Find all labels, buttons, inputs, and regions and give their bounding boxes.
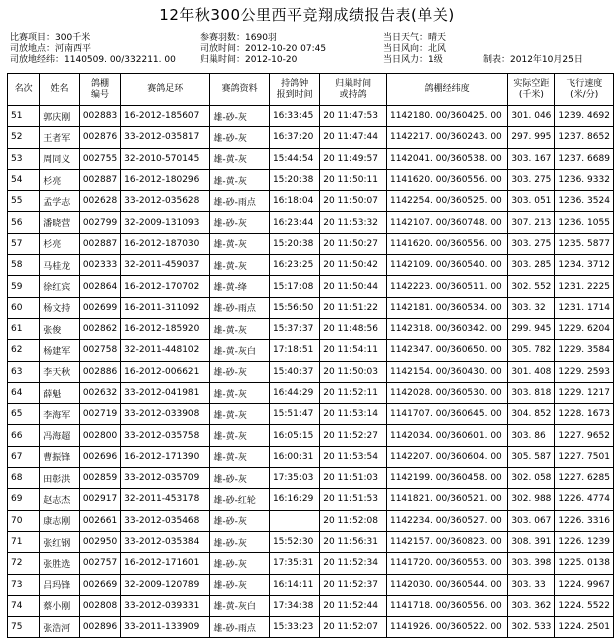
cell-loft-coords: 1142109. 00/360540. 00 [386,255,507,276]
table-row [8,595,614,616]
cell-speed: 1228. 1673 [555,404,614,425]
table-row [8,468,614,489]
cell-clock-time: 17:35:03 [269,468,319,489]
cell-loft-coords: 1142234. 00/360527. 00 [386,510,507,531]
cell-distance: 308. 391 [508,531,555,552]
table-row [8,340,614,361]
cell-arrival-time: 20 11:54:11 [320,340,387,361]
cell-arrival-time: 20 11:56:31 [320,531,387,552]
cell-loft-id: 002887 [79,169,120,190]
cell-loft-coords: 1142157. 00/360823. 00 [386,531,507,552]
cell-name: 赵志杰 [40,489,80,510]
cell-speed: 1236. 3524 [555,191,614,212]
cell-bird-info: 雄-黄-灰 [210,404,270,425]
cell-rank: 61 [8,318,40,339]
cell-distance: 299. 945 [508,318,555,339]
cell-rank: 74 [8,595,40,616]
cell-bird-info: 雄-黄-灰 [210,318,270,339]
cell-clock-time: 15:56:50 [269,297,319,318]
cell-distance: 303. 275 [508,233,555,254]
cell-name: 李天秋 [40,361,80,382]
cell-ring: 33-2012-035468 [121,510,210,531]
table-row [8,191,614,212]
table-row [8,510,614,531]
cell-loft-id: 002699 [79,297,120,318]
cell-clock-time: 15:20:38 [269,169,319,190]
cell-distance: 303. 362 [508,595,555,616]
cell-loft-coords: 1142028. 00/360530. 00 [386,382,507,403]
cell-distance: 303. 167 [508,148,555,169]
cell-speed: 1225. 0138 [555,553,614,574]
cell-name: 张俊 [40,318,80,339]
cell-name: 田彰洪 [40,468,80,489]
cell-loft-coords: 1142181. 00/360534. 00 [386,297,507,318]
header-ring: 赛鸽足环 [121,74,210,106]
cell-ring: 32-2011-453178 [121,489,210,510]
cell-loft-id: 002883 [79,106,120,127]
cell-loft-coords: 1142180. 00/360425. 00 [386,106,507,127]
cell-ring: 16-2012-171601 [121,553,210,574]
cell-speed: 1227. 9652 [555,425,614,446]
cell-name: 张红钢 [40,531,80,552]
weather-info: 当日天气：晴天 [383,33,447,43]
cell-ring: 32-2009-131093 [121,212,210,233]
cell-rank: 55 [8,191,40,212]
cell-speed: 1224. 9967 [555,574,614,595]
cell-distance: 302. 058 [508,468,555,489]
cell-ring: 32-2010-570145 [121,148,210,169]
cell-distance: 302. 988 [508,489,555,510]
cell-distance: 303. 32 [508,297,555,318]
table-row [8,255,614,276]
cell-ring: 33-2012-035758 [121,425,210,446]
cell-arrival-time: 20 11:52:27 [320,425,387,446]
cell-loft-coords: 1142347. 00/360650. 00 [386,340,507,361]
cell-bird-info: 雄-黄-灰 [210,382,270,403]
cell-bird-info: 雄-砂-雨点 [210,297,270,318]
cell-speed: 1236. 1055 [555,212,614,233]
cell-clock-time: 17:34:38 [269,595,319,616]
cell-rank: 70 [8,510,40,531]
cell-loft-coords: 1142254. 00/360525. 00 [386,191,507,212]
cell-bird-info: 雄-黄-灰 [210,169,270,190]
cell-speed: 1231. 2225 [555,276,614,297]
cell-loft-coords: 1142041. 00/360538. 00 [386,148,507,169]
cell-name: 郭庆刚 [40,106,80,127]
cell-arrival-time: 20 11:50:27 [320,233,387,254]
cell-arrival-time: 20 11:49:57 [320,148,387,169]
cell-rank: 71 [8,531,40,552]
header-speed: 飞行速度 (米/分) [555,74,614,106]
cell-rank: 59 [8,276,40,297]
cell-loft-coords: 1141620. 00/360556. 00 [386,169,507,190]
cell-bird-info: 雄-砂-灰 [210,127,270,148]
header-distance: 实际空距 (千米) [508,74,555,106]
cell-clock-time: 16:23:25 [269,255,319,276]
table-row [8,404,614,425]
cell-speed: 1235. 5877 [555,233,614,254]
cell-distance: 303. 33 [508,574,555,595]
cell-clock-time: 15:44:54 [269,148,319,169]
cell-clock-time: 17:35:31 [269,553,319,574]
header-clock-time: 持鸽钟 报到时间 [269,74,319,106]
cell-loft-coords: 1141720. 00/360553. 00 [386,553,507,574]
return-info: 归巢时间：2012-10-20 [200,55,298,65]
cell-ring: 33-2011-133909 [121,617,210,638]
table-row [8,297,614,318]
cell-arrival-time: 20 11:53:54 [320,446,387,467]
place-info: 司放地点：河南西平 [10,44,92,54]
cell-clock-time: 16:23:44 [269,212,319,233]
cell-name: 徐红宾 [40,276,80,297]
cell-speed: 1231. 1714 [555,297,614,318]
cell-loft-id: 002758 [79,340,120,361]
cell-rank: 73 [8,574,40,595]
cell-bird-info: 雄-砂-灰 [210,468,270,489]
table-row [8,276,614,297]
cell-clock-time: 16:05:15 [269,425,319,446]
cell-name: 潘晓营 [40,212,80,233]
cell-rank: 60 [8,297,40,318]
cell-distance: 297. 995 [508,127,555,148]
cell-bird-info: 雄-黄-灰 [210,446,270,467]
cell-clock-time: 15:17:08 [269,276,319,297]
table-row [8,233,614,254]
header-loft-coords: 鸽棚经纬度 [386,74,507,106]
cell-loft-id: 002917 [79,489,120,510]
cell-loft-coords: 1142034. 00/360601. 00 [386,425,507,446]
cell-loft-coords: 1141926. 00/360522. 00 [386,617,507,638]
cell-name: 杉亮 [40,169,80,190]
header-bird-info: 赛鸽资料 [210,74,270,106]
cell-distance: 302. 533 [508,617,555,638]
cell-rank: 66 [8,425,40,446]
cell-arrival-time: 20 11:52:07 [320,617,387,638]
wind-direction-info: 当日风向：北风 [383,44,447,54]
cell-rank: 64 [8,382,40,403]
table-row [8,106,614,127]
cell-arrival-time: 20 11:47:53 [320,106,387,127]
table-row [8,574,614,595]
report-title: 12年秋300公里西平竞翔成绩报告表(单关) [159,6,455,24]
cell-speed: 1234. 3712 [555,255,614,276]
wind-force-info: 当日风力：1级 [383,55,443,65]
cell-arrival-time: 20 11:51:53 [320,489,387,510]
cell-bird-info: 雄-黄-灰白 [210,595,270,616]
cell-loft-coords: 1142318. 00/360342. 00 [386,318,507,339]
cell-distance: 301. 408 [508,361,555,382]
cell-speed: 1237. 8652 [555,127,614,148]
cell-loft-coords: 1142154. 00/360430. 00 [386,361,507,382]
cell-loft-id: 002755 [79,148,120,169]
cell-bird-info: 雄-砂-灰 [210,574,270,595]
cell-loft-coords: 1142207. 00/360604. 00 [386,446,507,467]
cell-name: 马桂龙 [40,255,80,276]
cell-name: 张浩河 [40,617,80,638]
cell-distance: 305. 587 [508,446,555,467]
cell-bird-info: 雄-黄-绛 [210,276,270,297]
cell-bird-info: 雄-黄-灰 [210,148,270,169]
table-row [8,212,614,233]
cell-clock-time: 16:14:11 [269,574,319,595]
cell-bird-info: 雄-砂-红轮 [210,489,270,510]
cell-distance: 307. 213 [508,212,555,233]
cell-ring: 32-2009-120789 [121,574,210,595]
cell-rank: 57 [8,233,40,254]
cell-arrival-time: 20 11:47:44 [320,127,387,148]
cell-ring: 33-2012-041981 [121,382,210,403]
cell-rank: 53 [8,148,40,169]
cell-loft-id: 002757 [79,553,120,574]
cell-name: 冯海超 [40,425,80,446]
cell-rank: 62 [8,340,40,361]
cell-distance: 302. 552 [508,276,555,297]
release-info: 司放时间：2012-10-20 07:45 [200,44,327,54]
cell-rank: 72 [8,553,40,574]
cell-speed: 1224. 2501 [555,617,614,638]
cell-clock-time: 16:44:29 [269,382,319,403]
cell-speed: 1226. 3316 [555,510,614,531]
cell-clock-time: 17:18:51 [269,340,319,361]
cell-clock-time [269,510,319,531]
cell-ring: 32-2011-459037 [121,255,210,276]
cell-arrival-time: 20 11:52:37 [320,574,387,595]
cell-speed: 1239. 4692 [555,106,614,127]
cell-arrival-time: 20 11:48:56 [320,318,387,339]
table-row [8,489,614,510]
cell-loft-id: 002333 [79,255,120,276]
cell-ring: 16-2012-187030 [121,233,210,254]
cell-name: 王者军 [40,127,80,148]
header-name: 姓名 [40,74,80,106]
cell-name: 张胜选 [40,553,80,574]
cell-name: 周同义 [40,148,80,169]
cell-arrival-time: 20 11:53:32 [320,212,387,233]
cell-name: 杨文持 [40,297,80,318]
table-row [8,531,614,552]
cell-speed: 1224. 5522 [555,595,614,616]
cell-ring: 33-2012-033908 [121,404,210,425]
cell-loft-id: 002799 [79,212,120,233]
cell-distance: 303. 285 [508,255,555,276]
cell-name: 吕玛锋 [40,574,80,595]
table-row [8,169,614,190]
cell-arrival-time: 20 11:52:44 [320,595,387,616]
cell-clock-time: 15:40:37 [269,361,319,382]
cell-ring: 16-2011-311092 [121,297,210,318]
cell-rank: 54 [8,169,40,190]
table-header-row [8,74,614,106]
cell-rank: 69 [8,489,40,510]
race-info: 比赛项目：300千米 [10,33,91,43]
cell-arrival-time: 20 11:52:11 [320,382,387,403]
cell-bird-info: 雄-黄-灰白 [210,340,270,361]
cell-loft-id: 002669 [79,574,120,595]
cell-clock-time: 15:37:37 [269,318,319,339]
cell-bird-info: 雄-砂-灰 [210,531,270,552]
cell-ring: 16-2012-185607 [121,106,210,127]
cell-name: 杨建军 [40,340,80,361]
cell-rank: 51 [8,106,40,127]
cell-name: 曹振锋 [40,446,80,467]
cell-loft-id: 002696 [79,446,120,467]
cell-clock-time: 15:52:30 [269,531,319,552]
cell-ring: 32-2011-448102 [121,340,210,361]
cell-bird-info: 雄-砂-灰 [210,361,270,382]
cell-ring: 16-2012-180296 [121,169,210,190]
cell-speed: 1229. 6204 [555,318,614,339]
cell-speed: 1227. 7501 [555,446,614,467]
table-row [8,553,614,574]
cell-speed: 1227. 6285 [555,468,614,489]
cell-bird-info: 雄-砂-灰 [210,212,270,233]
table-row [8,318,614,339]
cell-speed: 1229. 3584 [555,340,614,361]
cell-ring: 33-2012-035628 [121,191,210,212]
table-row [8,361,614,382]
cell-loft-coords: 1141620. 00/360556. 00 [386,233,507,254]
cell-rank: 63 [8,361,40,382]
coords-info: 司放地经纬：1140509. 00/332211. 00 [10,55,176,65]
cell-loft-id: 002862 [79,318,120,339]
cell-loft-id: 002661 [79,510,120,531]
cell-arrival-time: 20 11:50:03 [320,361,387,382]
cell-bird-info: 雄-黄-灰 [210,233,270,254]
cell-loft-coords: 1141707. 00/360645. 00 [386,404,507,425]
cell-clock-time: 15:33:23 [269,617,319,638]
cell-bird-info: 雄-砂-雨点 [210,191,270,212]
table-row [8,617,614,638]
cell-name: 孟学志 [40,191,80,212]
cell-loft-coords: 1142199. 00/360458. 00 [386,468,507,489]
cell-ring: 16-2012-171390 [121,446,210,467]
cell-name: 薛魁 [40,382,80,403]
cell-clock-time: 16:16:29 [269,489,319,510]
cell-ring: 33-2012-039331 [121,595,210,616]
cell-rank: 52 [8,127,40,148]
cell-distance: 303. 398 [508,553,555,574]
cell-clock-time: 16:37:20 [269,127,319,148]
cell-name: 康志刚 [40,510,80,531]
cell-bird-info: 雄-砂-灰 [210,510,270,531]
cell-bird-info: 雄-砂-雨点 [210,617,270,638]
cell-arrival-time: 20 11:50:44 [320,276,387,297]
cell-arrival-time: 20 11:50:11 [320,169,387,190]
cell-distance: 304. 852 [508,404,555,425]
cell-loft-id: 002808 [79,595,120,616]
cell-distance: 303. 275 [508,169,555,190]
made-date-info: 制表：2012年10月25日 [483,55,583,65]
cell-distance: 305. 782 [508,340,555,361]
cell-loft-id: 002876 [79,127,120,148]
cell-bird-info: 雄-砂-灰 [210,553,270,574]
cell-loft-id: 002632 [79,382,120,403]
cell-speed: 1236. 9332 [555,169,614,190]
cell-loft-id: 002859 [79,468,120,489]
cell-rank: 75 [8,617,40,638]
cell-loft-coords: 1142107. 00/360748. 00 [386,212,507,233]
cell-loft-coords: 1141718. 00/360556. 00 [386,595,507,616]
cell-rank: 58 [8,255,40,276]
cell-ring: 16-2012-006621 [121,361,210,382]
cell-ring: 33-2012-035384 [121,531,210,552]
cell-rank: 65 [8,404,40,425]
cell-name: 杉亮 [40,233,80,254]
cell-speed: 1226. 1239 [555,531,614,552]
cell-bird-info: 雄-黄-灰 [210,425,270,446]
cell-clock-time: 15:20:38 [269,233,319,254]
cell-loft-id: 002864 [79,276,120,297]
table-row [8,127,614,148]
cell-loft-coords: 1142223. 00/360511. 00 [386,276,507,297]
cell-distance: 303. 86 [508,425,555,446]
cell-arrival-time: 20 11:51:03 [320,468,387,489]
cell-speed: 1226. 4774 [555,489,614,510]
header-arrival-time: 归巢时间 或持鸽 [320,74,387,106]
table-row [8,425,614,446]
header-loft-id: 鸽棚 编号 [79,74,120,106]
header-rank: 名次 [8,74,40,106]
cell-distance: 303. 818 [508,382,555,403]
cell-clock-time: 16:00:31 [269,446,319,467]
table-row [8,446,614,467]
cell-loft-id: 002719 [79,404,120,425]
cell-arrival-time: 20 11:51:22 [320,297,387,318]
cell-distance: 303. 051 [508,191,555,212]
cell-ring: 33-2012-035709 [121,468,210,489]
cell-loft-coords: 1142030. 00/360544. 00 [386,574,507,595]
cell-ring: 16-2012-170702 [121,276,210,297]
cell-bird-info: 雄-砂-灰 [210,106,270,127]
cell-arrival-time: 20 11:50:42 [320,255,387,276]
cell-clock-time: 15:51:47 [269,404,319,425]
cell-arrival-time: 20 11:52:34 [320,553,387,574]
cell-bird-info: 雄-黄-灰 [210,255,270,276]
cell-speed: 1229. 2593 [555,361,614,382]
cell-arrival-time: 20 11:53:14 [320,404,387,425]
cell-rank: 67 [8,446,40,467]
cell-rank: 68 [8,468,40,489]
cell-arrival-time: 20 11:52:08 [320,510,387,531]
results-table [7,73,614,638]
cell-name: 蔡小刚 [40,595,80,616]
cell-loft-coords: 1141821. 00/360521. 00 [386,489,507,510]
table-row [8,148,614,169]
cell-loft-id: 002628 [79,191,120,212]
cell-loft-id: 002800 [79,425,120,446]
cell-loft-id: 002896 [79,617,120,638]
cell-arrival-time: 20 11:50:07 [320,191,387,212]
cell-loft-id: 002950 [79,531,120,552]
count-info: 参赛羽数：1690羽 [200,33,277,43]
cell-ring: 16-2012-185920 [121,318,210,339]
cell-speed: 1237. 6689 [555,148,614,169]
cell-clock-time: 16:18:04 [269,191,319,212]
cell-ring: 33-2012-035817 [121,127,210,148]
cell-loft-coords: 1142217. 00/360243. 00 [386,127,507,148]
cell-clock-time: 16:33:45 [269,106,319,127]
cell-name: 李海军 [40,404,80,425]
cell-rank: 56 [8,212,40,233]
table-row [8,382,614,403]
cell-distance: 303. 067 [508,510,555,531]
cell-loft-id: 002887 [79,233,120,254]
cell-speed: 1229. 1217 [555,382,614,403]
cell-distance: 301. 046 [508,106,555,127]
cell-loft-id: 002886 [79,361,120,382]
